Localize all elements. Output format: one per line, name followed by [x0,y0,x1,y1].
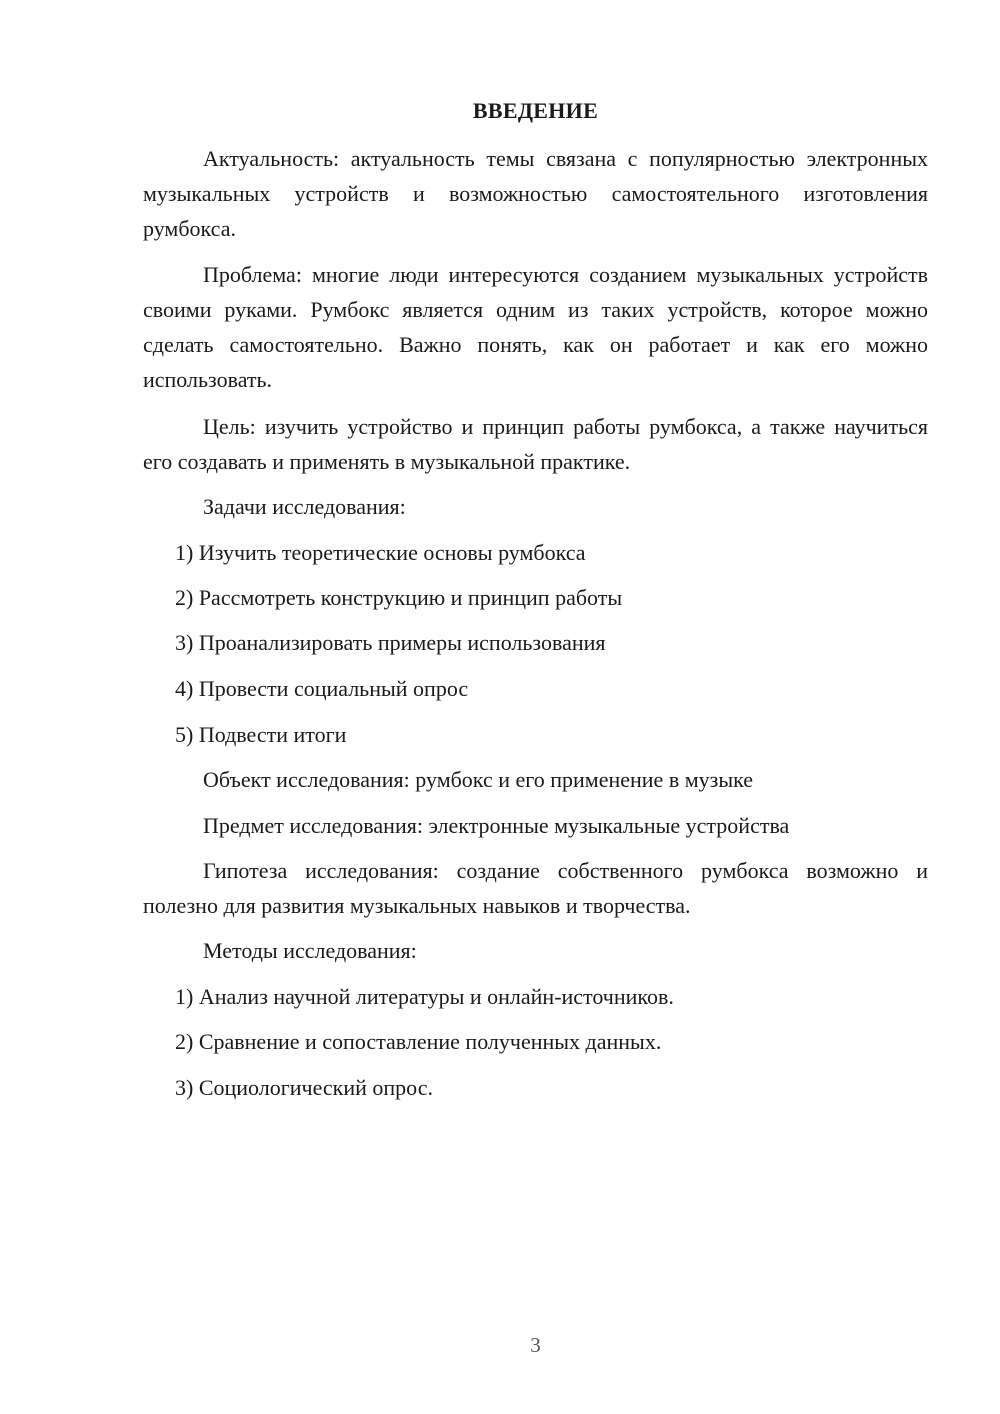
problem-paragraph: Проблема: многие люди интересуются созданием музыкальных устройств своими руками. Румбокс является одним из таких устройств, которое можно сделать самостоятельно. Важно понять, как он работает и как его можно использовать. [143,262,928,392]
section-heading: ВВЕДЕНИЕ [472,98,599,123]
task-item: 5) Подвести итоги [175,722,347,747]
object-line: Объект исследования: румбокс и его применение в музыке [203,767,753,792]
page-number: 3 [530,1333,541,1357]
tasks-title: Задачи исследования: [203,494,406,519]
task-item: 4) Провести социальный опрос [175,676,469,701]
method-item: 1) Анализ научной литературы и онлайн-источников. [175,984,674,1009]
hypothesis-paragraph: Гипотеза исследования: создание собственного румбокса возможно и полезно для развития музыкальных навыков и творчества. [143,858,928,918]
method-item: 3) Социологический опрос. [175,1075,433,1100]
methods-title: Методы исследования: [203,938,417,963]
relevance-paragraph: Актуальность: актуальность темы связана с популярностью электронных музыкальных устройств и возможностью самостоятельного изготовления румбокса. [143,146,928,241]
method-item: 2) Сравнение и сопоставление полученных данных. [175,1029,662,1054]
task-item: 1) Изучить теоретические основы румбокса [175,540,586,565]
task-item: 3) Проанализировать примеры использования [175,630,606,655]
task-item: 2) Рассмотреть конструкцию и принцип работы [175,585,623,610]
subject-line: Предмет исследования: электронные музыкальные устройства [203,813,790,838]
goal-paragraph: Цель: изучить устройство и принцип работы румбокса, а также научиться его создавать и применять в музыкальной практике. [143,414,928,474]
